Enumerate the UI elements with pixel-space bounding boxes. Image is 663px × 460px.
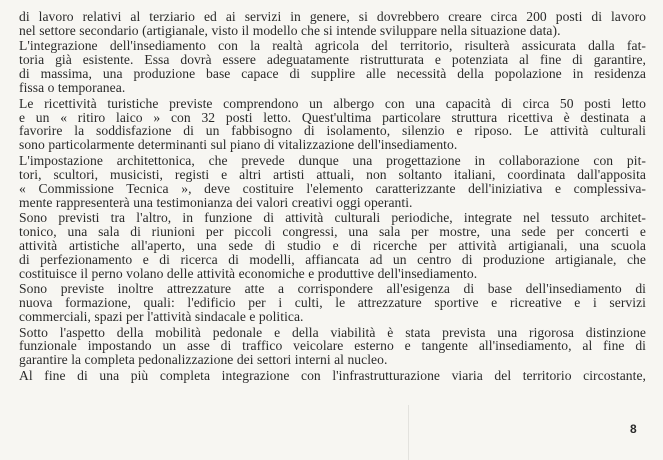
text-line: Sono previste inoltre attrezzature atte a corrispondere all'esigenza di base dell'insediamento di	[19, 281, 646, 297]
paragraph	[19, 154, 646, 210]
page-number: 8	[630, 422, 637, 436]
text-line: costituisce il perno volano delle attività economiche e produttive dell'insediamento.	[19, 265, 478, 281]
text-line: toria già esistente. Essa dovrà essere adeguatamente ristrutturata e potenziata al fine di garantire,	[19, 52, 646, 68]
text-line: di massima, una produzione base capace di supplire alle necessità della popolazione in residenza	[19, 66, 646, 82]
text-line: garantire la completa pedonalizzazione dei settori interni al nucleo.	[19, 352, 388, 368]
text-line: fissa o temporanea.	[19, 80, 126, 96]
text-line: nuova formazione, quali: l'edificio per i culti, le attrezzature sportive e ricreative e i servizi	[19, 295, 646, 311]
text-line: « Commissione Tecnica », deve costituire l'elemento caratterizzante dell'iniziativa e complessiva-	[19, 180, 646, 196]
text-line: tonico, una sala di riunioni per piccoli congressi, una sala per mostre, una sede per concerti e	[19, 223, 646, 239]
text-line: mente rappresenterà una testimonianza dei valori creativi oggi operanti.	[19, 194, 413, 210]
text-line: L'impostazione architettonica, che prevede dunque una progettazione in collaborazione con pit-	[19, 152, 646, 168]
paragraph	[19, 39, 646, 95]
text-line: attività artistiche all'aperto, una sede di studio e di ricerche per attività artigianali, una scuola	[19, 237, 646, 253]
paragraph	[19, 211, 646, 281]
text-line: commerciali, spazi per l'attività sindacale e politica.	[19, 309, 304, 324]
text-line: di lavoro relativi al terziario ed ai servizi in genere, si dovrebbero creare circa 200 posti di lavoro	[19, 9, 646, 24]
text-line: funzionale impostando un asse di traffico veicolare esterno e tangente all'insediamento, al fine di	[19, 338, 646, 354]
text-line: Sotto l'aspetto della mobilità pedonale e della viabilità è stata prevista una rigorosa distinzione	[19, 324, 646, 340]
text-line: Al fine di una più completa integrazione con l'infrastrutturazione viaria del territorio circostante,	[19, 367, 646, 383]
body-text	[19, 10, 646, 384]
paragraph	[19, 282, 646, 324]
text-line: e un « ritiro laico » con 32 posti letto. Quest'ultima particolare struttura ricettiva è destinata a	[19, 109, 646, 125]
paragraph	[19, 326, 646, 368]
text-line: sono particolarmente determinanti sul piano di vitalizzazione dell'insediamento.	[19, 137, 458, 153]
scan-artifact	[408, 405, 409, 460]
text-line: Sono previsti tra l'altro, in funzione di attività culturali periodiche, integrate nel tessuto architet-	[19, 210, 646, 226]
text-line: di perfezionamento e di ricerca di modelli, affiancata ad un centro di produzione artigianale, che	[19, 251, 646, 267]
text-line: Le ricettività turistiche previste comprendono un albergo con una capacità di circa 50 posti letto	[19, 95, 646, 111]
paragraph	[19, 97, 646, 153]
text-line: tori, scultori, musicisti, registi e altri artisti attuali, non soltanto italiani, coordinata dall'apposita	[19, 166, 646, 182]
text-line: nel settore secondario (artigianale, visto il modello che si intende sviluppare nella situazione data).	[19, 22, 561, 38]
text-line: favorire la soddisfazione di un fabbisogno di isolamento, silenzio e riposo. Le attività culturali	[19, 123, 646, 139]
paragraph	[19, 369, 646, 383]
text-line: L'integrazione dell'insediamento con la realtà agricola del territorio, risulterà assicurata dalla fat-	[19, 38, 646, 54]
paragraph	[19, 10, 646, 38]
